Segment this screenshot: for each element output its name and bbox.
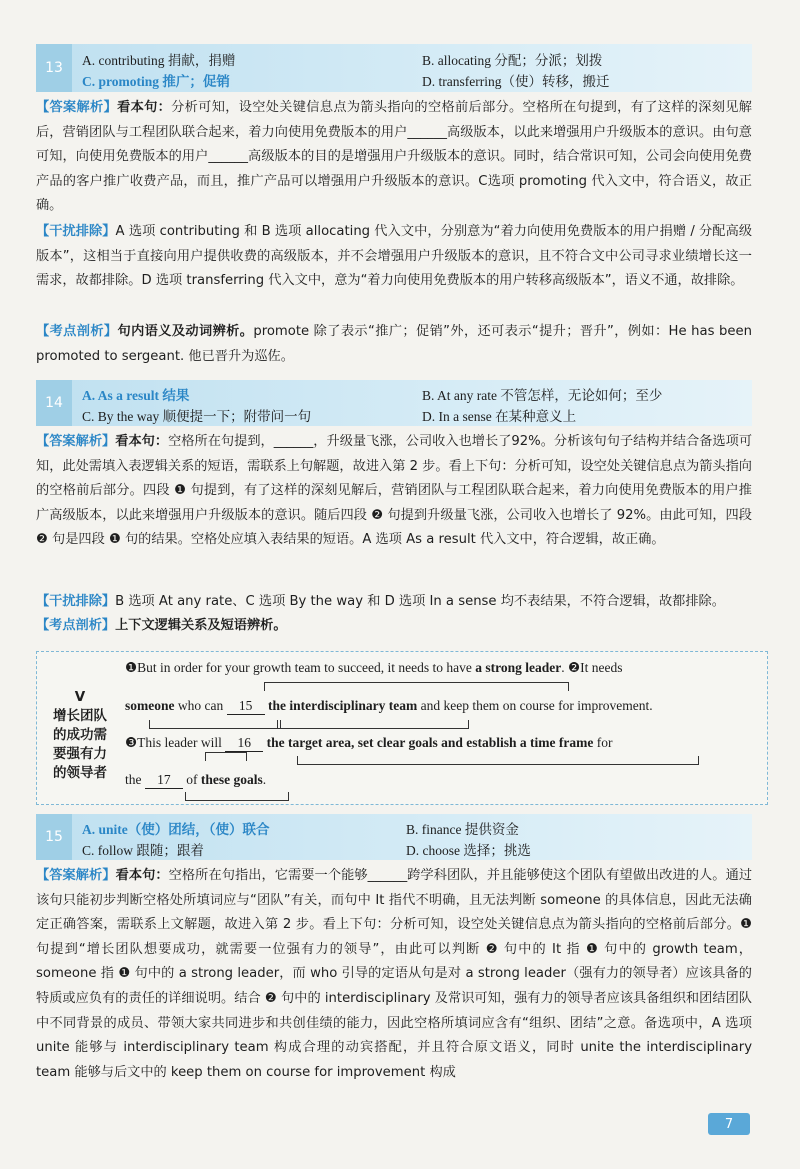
key-phrase: someone [125,698,175,713]
question-number: 13 [36,44,72,92]
option-b: B. finance 提供资金 [406,822,519,837]
sentence-text: who can [174,698,227,713]
analysis-text: 空格所在句提到，______，升级量飞涨，公司收入也增长了92%。分析该句句子结构并结合备选项可知，此处需填入表逻辑关系的短语，需联系上句解题，故进入第 2 步。看上下句：分析可知，设空处关键信息点为箭头指向的空格前后部分。四段 ❶ 句提到，有了这样的深刻见解后，营销团队与工程团队联合起来，着力向使用免费版本的用户推广高级版本，以此来增强用户升级版本的意识。随后四段 ❷ 句提到升级量飞涨，公司收入也增长了 92%。由此可知，四段 ❷ 句是四段 ❶ 句的结果。空格处应填入表结果的短语。A 选项 As a result 代入文中，符合逻辑，故正确。 [36,434,753,548]
section-tag: 【考点剖析】 [36,324,118,339]
option-d: D. choose 选择；挑选 [406,843,531,858]
option-b: B. allocating 分配；分派；划拨 [422,53,603,68]
distractor-elimination-14 [36,590,752,615]
key-point-bold: 上下文逻辑关系及短语辨析。 [115,618,287,633]
option-c: C. follow 跟随；跟着 [82,843,204,858]
page-number: 7 [708,1113,750,1135]
section-sidebar [43,688,117,783]
elimination-text: B 选项 At any rate、C 选项 By the way 和 D 选项 In a sense 均不表结果，不符合逻辑，故都排除。 [115,594,725,609]
option-a-correct: A. As a result 结果 [82,388,190,403]
section-tag: 【干扰排除】 [36,594,116,609]
answer-analysis-14 [36,430,752,553]
link-arrow [277,720,469,729]
section-roman: V [74,689,86,705]
link-arrow [205,752,247,761]
passage-line-3 [125,735,613,752]
option-a: A. contributing 捐献，捐赠 [82,53,236,68]
sidebar-line: 的领导者 [53,765,107,781]
link-arrow [185,792,289,801]
sentence-text: for [593,735,613,750]
section-label: 看本句： [115,868,169,883]
sentence-text: of [182,772,201,787]
section-label: 看本句： [115,434,169,449]
question-number: 14 [36,380,72,426]
section-tag: 【答案解析】 [36,868,116,883]
key-point-13 [36,320,752,369]
answer-analysis-13 [36,96,752,219]
link-arrow [297,756,699,765]
key-point-bold: 句内语义及动词辨析。 [117,324,254,339]
sentence-text: and keep them on course for improvement. [417,698,653,713]
analysis-text: 空格所在句指出，它需要一个能够______跨学科团队，并且能够使这个团队有望做出改进的人。通过该句只能初步判断空格处所填词应与“团队”有关，而句中 It 指代不明确，且无法判断 someone 的具体信息，因此无法确定正确答案，需联系上文解题，故进入第 2 步。看上下句：分析可知，设空处关键信息点为箭头指向的空格前后部分。❶ 句提到“增长团队想要成功，就需要一位强有力的领导”，由此可以判断 ❷ 句中的 It 指 ❶ 句中的 growth team，someone 指 ❶ 句中的 a strong leader，而 who 引导的定语从句是对 a strong leader（强有力的领导者）应该具备的特质或应负有的责任的详细说明。结合 ❷ 句中的 interdisciplinary 及常识可知，强有力的领导者应该具备组织和团结团队中不同背景的成员、带领大家共同进步和共创佳绩的能力，因此空格所填词应含有“组织、团结”之意。备选项中，A 选项 unite 能够与 interdisciplinary team 构成合理的动宾搭配，并且符合原文语义，同时 unite the interdisciplinary team 能够与后文中的 keep them on course for improvement 构成 [36,868,752,1080]
sidebar-line: 的成功需 [53,727,107,743]
sentence-text: . [262,772,267,787]
sentence-text: the [125,772,145,787]
sentence-text: ❸This leader will [125,735,226,750]
question-14-options [36,380,752,426]
elimination-text: A 选项 contributing 和 B 选项 allocating 代入文中，分别意为“着力向使用免费版本的用户捐赠 / 分配高级版本”，这相当于直接向用户提供收费的高级版本，并不会增强用户升级版本的意识，且不符合文中公司寻求业绩增长这一需求，故都排除。D 选项 transferring 代入文中，意为“着力向使用免费版本的用户转移高级版本”，语义不通，故排除。 [36,224,753,289]
key-point-14 [36,614,752,639]
passage-excerpt-box [36,651,768,805]
option-d: D. In a sense 在某种意义上 [422,409,577,424]
question-13-options [36,44,752,92]
distractor-elimination-13 [36,220,752,294]
option-c-correct: C. promoting 推广；促销 [82,74,230,89]
option-b: B. At any rate 不管怎样，无论如何；至少 [422,388,663,403]
sentence-text: . ❷It needs [561,660,623,675]
key-phrase: these goals [200,772,263,787]
key-phrase: a strong leader [475,660,562,675]
section-tag: 【考点剖析】 [36,618,116,633]
link-arrow [149,720,281,729]
sidebar-line: 增长团队 [53,708,107,724]
sentence-text: ❶But in order for your growth team to succeed, it needs to have [125,660,476,675]
question-number: 15 [36,814,72,860]
answer-analysis-15 [36,864,752,1108]
blank-17: 17 [145,772,183,789]
link-arrow [264,682,569,691]
passage-line-2 [125,698,653,715]
passage-line-1 [125,660,622,676]
sidebar-line: 要强有力 [53,746,107,762]
key-point-text: promote 除了表示“推广；促销”外，还可表示“提升；晋升”，例如：He has been promoted to sergeant. 他已晋升为巡佐。 [36,324,753,364]
section-label: 看本句： [117,100,172,115]
section-tag: 【干扰排除】 [36,224,116,239]
analysis-text: 分析可知，设空处关键信息点为箭头指向的空格前后部分。空格所在句提到，有了这样的深刻见解后，营销团队与工程团队联合起来，着力向使用免费版本的用户______高级版本，以此来增强用户升级版本的意识。由句意可知，向使用免费版本的用户______高级版本的目的是增强用户升级版本的意识。同时，结合常识可知，公司会向使用免费产品的客户推广收费产品，而且，推广产品可以增强用户升级版本的意识。C选项 promoting 代入文中，符合语义，故正确。 [36,100,752,214]
question-15-options [36,814,752,860]
blank-16: 16 [225,735,263,752]
option-c: C. By the way 顺便提一下；附带问一句 [82,409,312,424]
key-phrase: the interdisciplinary team [264,698,418,713]
blank-15: 15 [227,698,265,715]
section-tag: 【答案解析】 [36,100,118,115]
passage-line-4 [125,772,266,789]
section-tag: 【答案解析】 [36,434,116,449]
key-phrase: the target area, set clear goals and establish a time frame [263,735,594,750]
option-d: D. transferring（使）转移，搬迁 [422,74,610,89]
option-a-correct: A. unite（使）团结，（使）联合 [82,822,270,837]
